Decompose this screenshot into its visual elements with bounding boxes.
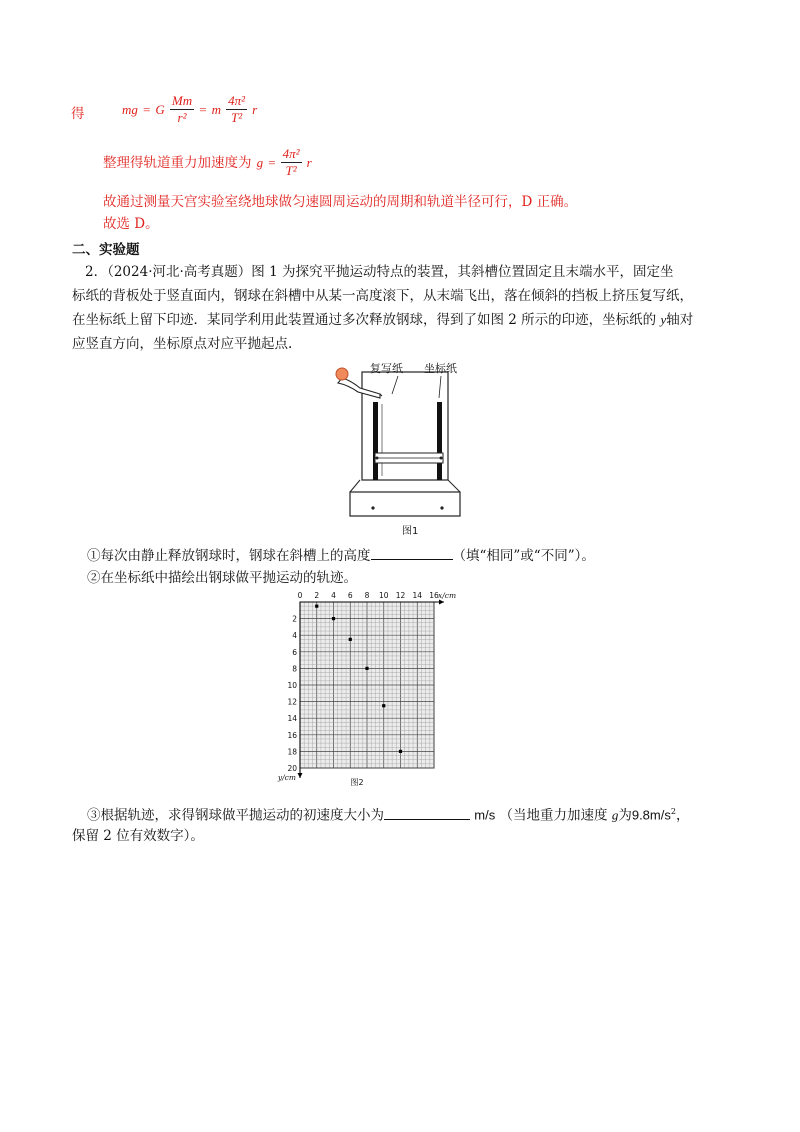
sub1-answer-blank[interactable] [371,545,453,560]
question-line-3-y: y [660,312,667,327]
eq1-equals: = [142,102,151,117]
figure-2-chart [270,588,457,788]
sub-question-1 [87,545,595,566]
fig1-caption: 图1 [402,526,419,537]
question-line-1: 2．（2024·河北·高考真题）图 1 为探究平抛运动特点的装置，其斜槽位置固定且末端水平，固定坐 [85,264,674,280]
solution-line-3: 故通过测量天宫实验室绕地球做匀速圆周运动的周期和轨道半径可行，D 正确。 [103,194,578,210]
x-tick-label: 0 [297,591,303,600]
y-tick-label: 14 [287,714,297,724]
eq2-r: r [306,155,312,170]
question-line-3a: 在坐标纸上留下印迹．某同学利用此装置通过多次释放钢球，得到了如图 2 所示的印迹，坐标纸的 [72,312,657,328]
sub3-g: g [611,807,619,823]
trajectory-point [382,704,385,707]
y-tick-label: 20 [287,764,297,773]
eq1-G: G [155,102,165,117]
trajectory-point [315,605,318,608]
sub1-text-a: ①每次由静止释放钢球时，钢球在斜槽上的高度 [87,548,371,564]
y-tick-label: 6 [292,647,297,657]
x-tick-label: 4 [331,591,336,600]
x-tick-label: 8 [364,591,370,600]
sub3-answer-blank[interactable] [384,805,470,820]
sub3-text-c: 为 [618,807,632,824]
eq1-frac2-den: T² [231,110,243,125]
sub3-text-b: （当地重力加速度 [499,807,608,824]
eq2-g: g [256,155,264,170]
sub3-value: 9.8m/s [631,807,671,823]
eq1-frac1-num: Mm [171,93,193,108]
left-rail [373,402,378,480]
fig1-label-fuxiezhi: 复写纸 [370,362,403,375]
eq2-frac [281,146,302,179]
sub1-text-b: （填“相同”或“不同”）。 [452,548,595,564]
eq1-m: m [211,102,222,117]
sub-question-2: ②在坐标纸中描绘出钢球做平抛运动的轨迹。 [87,570,357,586]
right-rail [437,402,442,480]
x-tick-label: 10 [378,591,389,600]
y-axis-arrow [298,773,303,778]
x-axis-label: x/cm [438,591,457,600]
line2-text: 整理得轨道重力加速度为 [103,155,252,171]
question-line-2: 标纸的背板处于竖直面内，钢球在斜槽中从某一高度滚下，从末端飞出，落在倾斜的挡板上挤压复写纸， [72,288,693,304]
sub-question-3 [87,802,689,826]
sub3-text-d: ， [675,807,690,824]
question-line-3b: 轴对 [666,312,694,328]
sub3-unit: m/s [474,807,496,823]
steel-ball [336,368,348,380]
y-axis-label: y/cm [277,773,296,782]
y-tick-label: 16 [287,730,297,740]
eq2-frac-num: 4π² [282,146,300,161]
y-tick-label: 4 [292,631,297,641]
eq1-r: r [252,102,258,117]
eq1-frac1-den: r² [177,110,187,125]
eq2-equals: = [268,155,276,170]
y-tick-label: 2 [292,614,297,624]
eq1-frac2 [226,93,247,126]
y-tick-label: 8 [292,664,297,674]
x-tick-label: 12 [395,591,406,600]
eq1-frac2-num: 4π² [228,93,246,108]
base-plate [350,492,460,516]
equation-2-line [103,146,312,179]
trajectory-point [349,638,352,641]
x-tick-label: 6 [347,591,353,600]
sub3-text-a: ③根据轨迹，求得钢球做平抛运动的初速度大小为 [87,807,384,824]
ramp [338,378,380,398]
figure-1-apparatus [320,358,480,538]
eq1-lhs: mg [122,102,138,117]
fig1-label-zuobiaozhi: 坐标纸 [424,362,457,375]
eq1-equals-2: = [199,102,207,117]
y-tick-label: 12 [287,697,297,707]
trajectory-point [365,667,368,670]
eq1-frac1 [170,93,194,126]
sub3-sup: 2 [670,807,676,816]
solution-line-4: 故选 D。 [103,216,159,232]
trajectory-point [332,617,335,620]
y-tick-label: 10 [287,681,297,690]
x-tick-label: 2 [314,591,320,600]
equation-1 [122,93,257,126]
sub-question-3-line-2: 保留 2 位有效数字）。 [72,828,204,844]
y-tick-label: 18 [287,747,297,757]
x-tick-label: 16 [429,591,439,600]
trajectory-point [399,750,402,753]
question-line-3 [72,310,693,330]
x-tick-label: 14 [412,591,423,600]
question-line-4: 应竖直方向，坐标原点对应平抛起点. [72,336,293,352]
x-axis-arrow [439,600,444,605]
fig2-caption: 图2 [350,778,364,787]
eq2-frac-den: T² [285,163,297,178]
de-label: 得 [71,106,85,122]
section-heading: 二、实验题 [72,242,140,258]
